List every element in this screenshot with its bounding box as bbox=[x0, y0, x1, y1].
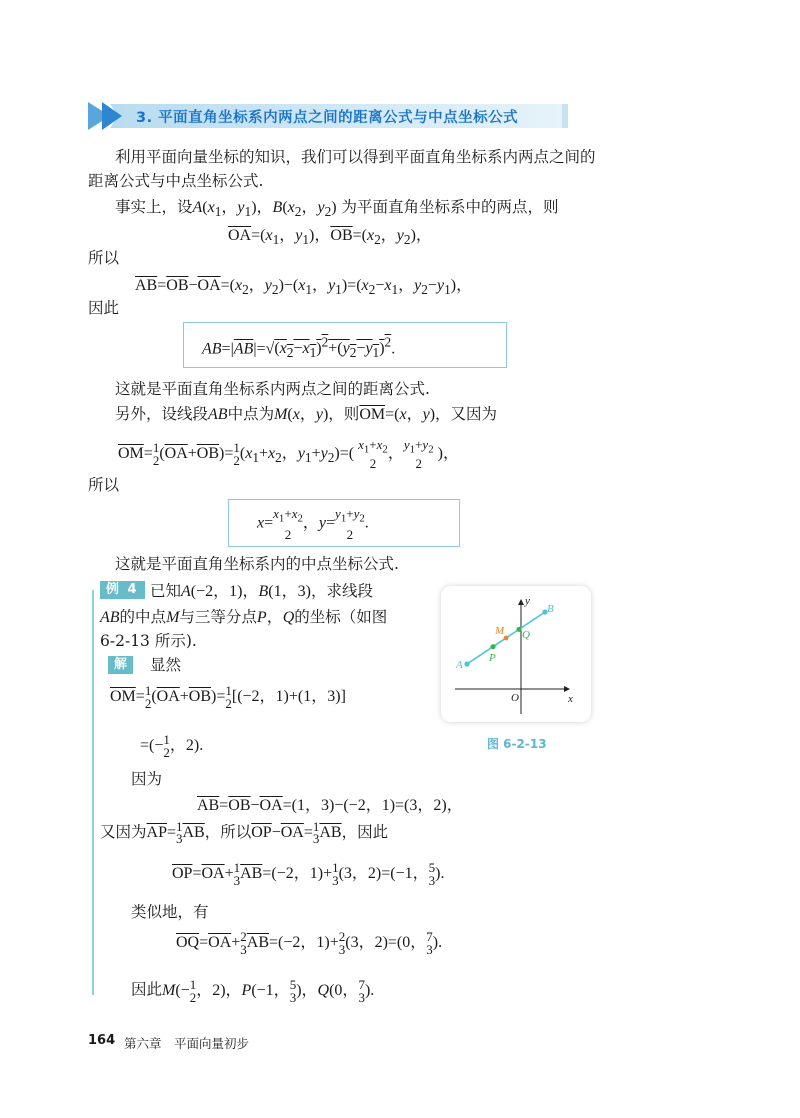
setup-prefix: 事实上，设 bbox=[115, 198, 193, 216]
label-x: x bbox=[568, 693, 573, 705]
so-1: 所以 bbox=[88, 249, 120, 267]
ab-solution: $\overline{AB}=\overline{OB}-\overline{OA}=(1$，3)−(−2，1)=(3，2)， bbox=[197, 797, 463, 814]
hence-2: ，因此 bbox=[341, 823, 389, 841]
midpoint-note: 这就是平面直角坐标系内的中点坐标公式. bbox=[115, 555, 399, 573]
distance-formula: $AB=|\overline{AB}|=√(x_2-x_1)^2+(y_2-y_1)^2$. bbox=[202, 335, 396, 361]
so-2: 所以 bbox=[88, 476, 120, 494]
hence-1: 因此 bbox=[88, 299, 120, 317]
example-line2-a: 的中点 bbox=[119, 608, 167, 626]
ab-formula: $\overline{AB}=\overline{OB}-\overline{OA}=(x_2$，$y_2)-(x_1$，$y_1)=(x_2-x_1$，$y_2-y_1$)， bbox=[135, 277, 473, 298]
page-number: 164 bbox=[88, 1033, 116, 1048]
figure-caption: 图 6-2-13 bbox=[487, 737, 547, 751]
solution-tag: 解 bbox=[108, 656, 133, 674]
point-m bbox=[504, 636, 509, 641]
intro-line-1: 利用平面向量坐标的知识，我们可以得到平面直角坐标系内两点之间的 bbox=[115, 148, 596, 166]
label-y: y bbox=[525, 595, 530, 607]
midpoint-because: ，又因为 bbox=[435, 405, 498, 423]
intro-line-2: 距离公式与中点坐标公式. bbox=[88, 172, 264, 190]
om-solution: $\overline{OM}=1$ $2(\overline{OA}+\overline{OB})=1$ 2[(−2，1)+(1，3)] bbox=[110, 683, 346, 712]
example-line-2: AB的中点M与三等分点P，Q的坐标（如图 bbox=[100, 608, 388, 626]
and-because: 又因为 bbox=[100, 823, 147, 841]
distance-note: 这就是平面直角坐标系内两点之间的距离公式. bbox=[115, 380, 430, 398]
example-known: 已知 bbox=[150, 582, 182, 600]
label-origin: O bbox=[511, 692, 519, 704]
midpoint-prefix: 另外，设线段 bbox=[115, 405, 209, 423]
label-a: A bbox=[456, 659, 463, 671]
example-rail bbox=[92, 590, 94, 995]
midpoint-formula: $x=x_1+x_2$ 2，$y=y_1+y_2$ 2. bbox=[257, 506, 369, 542]
setup-line: 事实上，设$A(x_1$，$y_1$)，$B(x_2$，$y_2$) 为平面直角坐标系中的两点，则 bbox=[115, 198, 559, 220]
example-tag: 例 4 bbox=[100, 581, 145, 599]
example-line-3: 6-2-13 所示). bbox=[100, 632, 197, 650]
midpoint-line: 另外，设线段AB中点为M(x，y)，则$\overline{OM}=(x$，y)，又因为 bbox=[115, 405, 498, 423]
therefore: 因此 bbox=[131, 980, 163, 999]
because: 因为 bbox=[131, 770, 163, 788]
example-line-1: 已知A(−2，1)，B(1，3)，求线段 bbox=[150, 582, 373, 600]
midpoint-then: ，则 bbox=[328, 405, 360, 423]
distance-formula-box bbox=[183, 322, 507, 368]
label-m: M bbox=[495, 625, 505, 637]
point-q bbox=[516, 627, 521, 632]
final-line: 因此M(−1 2，2)，P(−1，5 3)，Q(0，7 3). bbox=[131, 977, 375, 1005]
section-banner bbox=[88, 100, 568, 132]
midpoint-formula-box bbox=[228, 499, 460, 547]
oa-ob-formula: $\overline{OA}=(x_1$，$y_1$)，$\overline{OB}=(x_2$，$y_2$)， bbox=[228, 227, 432, 248]
label-p: P bbox=[489, 652, 496, 664]
example-line2-c: 的坐标（如图 bbox=[294, 608, 388, 626]
so-3: ，所以 bbox=[204, 823, 252, 841]
example-line2-b: 与三等分点 bbox=[179, 608, 257, 626]
point-a bbox=[464, 661, 469, 666]
chapter-title: 第六章 平面向量初步 bbox=[124, 1036, 250, 1051]
figure-card bbox=[441, 586, 591, 722]
point-p bbox=[490, 644, 495, 649]
label-b: B bbox=[547, 603, 554, 615]
om-result: =(−1 2，2). bbox=[140, 732, 204, 761]
op-formula: $\overline{OP}=\overline{OA}+1$ $3\overline{AB}=(-2$，1)+1 3(3，2)=(−1，5 3). bbox=[172, 860, 445, 889]
midpoint-mid: 中点为 bbox=[227, 405, 275, 423]
section-title: 3. 平面直角坐标系内两点之间的距离公式与中点坐标公式 bbox=[136, 110, 519, 126]
ap-line: 又因为$\overline{AP}=1$ $3\overline{AB}$，所以$\overline{OP}-\overline{OA}=1$ $3\overline{AB}$，因此 bbox=[100, 819, 389, 847]
figure-plot bbox=[441, 586, 591, 722]
label-q: Q bbox=[522, 629, 530, 641]
oq-formula: $\overline{OQ}=\overline{OA}+2$ $3\overline{AB}=(-2$，1)+2 3(3，2)=(0，7 3). bbox=[176, 929, 443, 958]
obviously: 显然 bbox=[150, 656, 182, 674]
om-formula: $\overline{OM}=1$ $2(\overline{OA}+\overline{OB})=1$ $2(x_1+x_2$，$y_1+y_2)=$( $x_1+x_2$ 2，$y_1+y_2$ 2 )， bbox=[118, 437, 459, 471]
similarly: 类似地，有 bbox=[131, 903, 209, 921]
example-line1-rest: ，求线段 bbox=[310, 582, 373, 600]
setup-suffix: 为平面直角坐标系中的两点，则 bbox=[341, 198, 559, 216]
